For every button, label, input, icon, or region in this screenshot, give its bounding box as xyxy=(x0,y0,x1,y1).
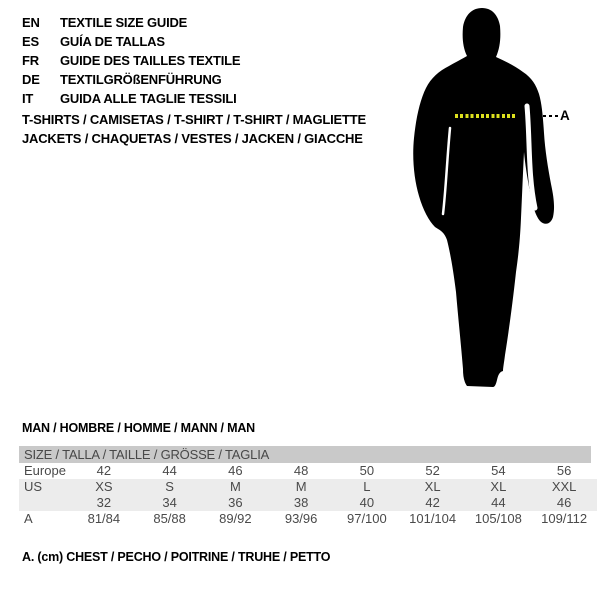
size-cell: M xyxy=(295,479,307,494)
size-cell: 93/96 xyxy=(284,511,318,526)
size-cell: M xyxy=(229,479,241,494)
section-title-man: MAN / HOMBRE / HOMME / MANN / MAN xyxy=(22,421,255,435)
size-cell: 46 xyxy=(228,463,243,478)
size-cell: 89/92 xyxy=(219,511,252,526)
lang-code: FR xyxy=(22,53,39,68)
lang-code: DE xyxy=(22,72,40,87)
size-cell: 38 xyxy=(293,495,309,510)
size-cell: 97/100 xyxy=(346,511,387,526)
category-tshirts: T-SHIRTS / CAMISETAS / T-SHIRT / T-SHIRT / MAGLIETTE xyxy=(22,112,366,127)
table-row-us-numeric xyxy=(19,495,597,511)
size-cell: XL xyxy=(490,479,507,494)
size-cell: 54 xyxy=(491,463,506,478)
man-silhouette xyxy=(405,5,575,395)
size-cell: S xyxy=(165,479,174,494)
size-cell: 36 xyxy=(228,495,243,510)
measurement-leader-dashes xyxy=(543,115,560,117)
row-label: Europe xyxy=(24,463,66,478)
lang-code: IT xyxy=(22,91,34,106)
table-header: SIZE / TALLA / TAILLE / GRÖSSE / TAGLIA xyxy=(19,446,591,463)
size-cell: 42 xyxy=(425,495,440,510)
row-label: US xyxy=(24,479,43,494)
size-table xyxy=(19,446,597,527)
lang-label: GUÍA DE TALLAS xyxy=(60,34,165,49)
size-cell: 105/108 xyxy=(474,511,522,526)
lang-code: ES xyxy=(22,34,39,49)
size-cell: XL xyxy=(424,479,441,494)
size-cell: XXL xyxy=(551,479,577,494)
size-cell: 85/88 xyxy=(153,511,186,526)
size-cell: 34 xyxy=(162,495,177,510)
size-cell: 44 xyxy=(162,463,177,478)
size-cell: 109/112 xyxy=(541,511,588,526)
size-cell: 40 xyxy=(359,495,375,510)
size-cell: 44 xyxy=(491,495,506,510)
size-cell: 46 xyxy=(556,495,572,510)
size-cell: 42 xyxy=(96,463,112,478)
lang-label: TEXTILGRÖßENFÜHRUNG xyxy=(60,72,222,87)
lang-code: EN xyxy=(22,15,40,30)
lang-label: GUIDA ALLE TAGLIE TESSILI xyxy=(60,91,237,106)
size-cell: 50 xyxy=(359,463,375,478)
lang-label: GUIDE DES TAILLES TEXTILE xyxy=(60,53,241,68)
lang-label: TEXTILE SIZE GUIDE xyxy=(60,15,188,30)
table-row-europe xyxy=(19,463,597,479)
size-cell: L xyxy=(363,479,371,494)
chest-measurement-line xyxy=(455,114,515,118)
measurement-label-a: A xyxy=(560,108,570,123)
table-row-chest xyxy=(19,511,597,527)
row-label: A xyxy=(24,511,33,526)
row-label xyxy=(19,495,71,511)
size-cell: 32 xyxy=(96,495,112,510)
size-cell: 56 xyxy=(556,463,572,478)
size-cell: XS xyxy=(95,479,113,494)
size-cell: 101/104 xyxy=(409,511,457,526)
size-cell: 52 xyxy=(425,463,440,478)
category-jackets: JACKETS / CHAQUETAS / VESTES / JACKEN / GIACCHE xyxy=(22,131,363,146)
size-cell: 48 xyxy=(293,463,309,478)
table-row-us xyxy=(19,479,597,495)
size-cell: 81/84 xyxy=(87,511,121,526)
footnote-chest: A. (cm) CHEST / PECHO / POITRINE / TRUHE / PETTO xyxy=(22,550,331,564)
